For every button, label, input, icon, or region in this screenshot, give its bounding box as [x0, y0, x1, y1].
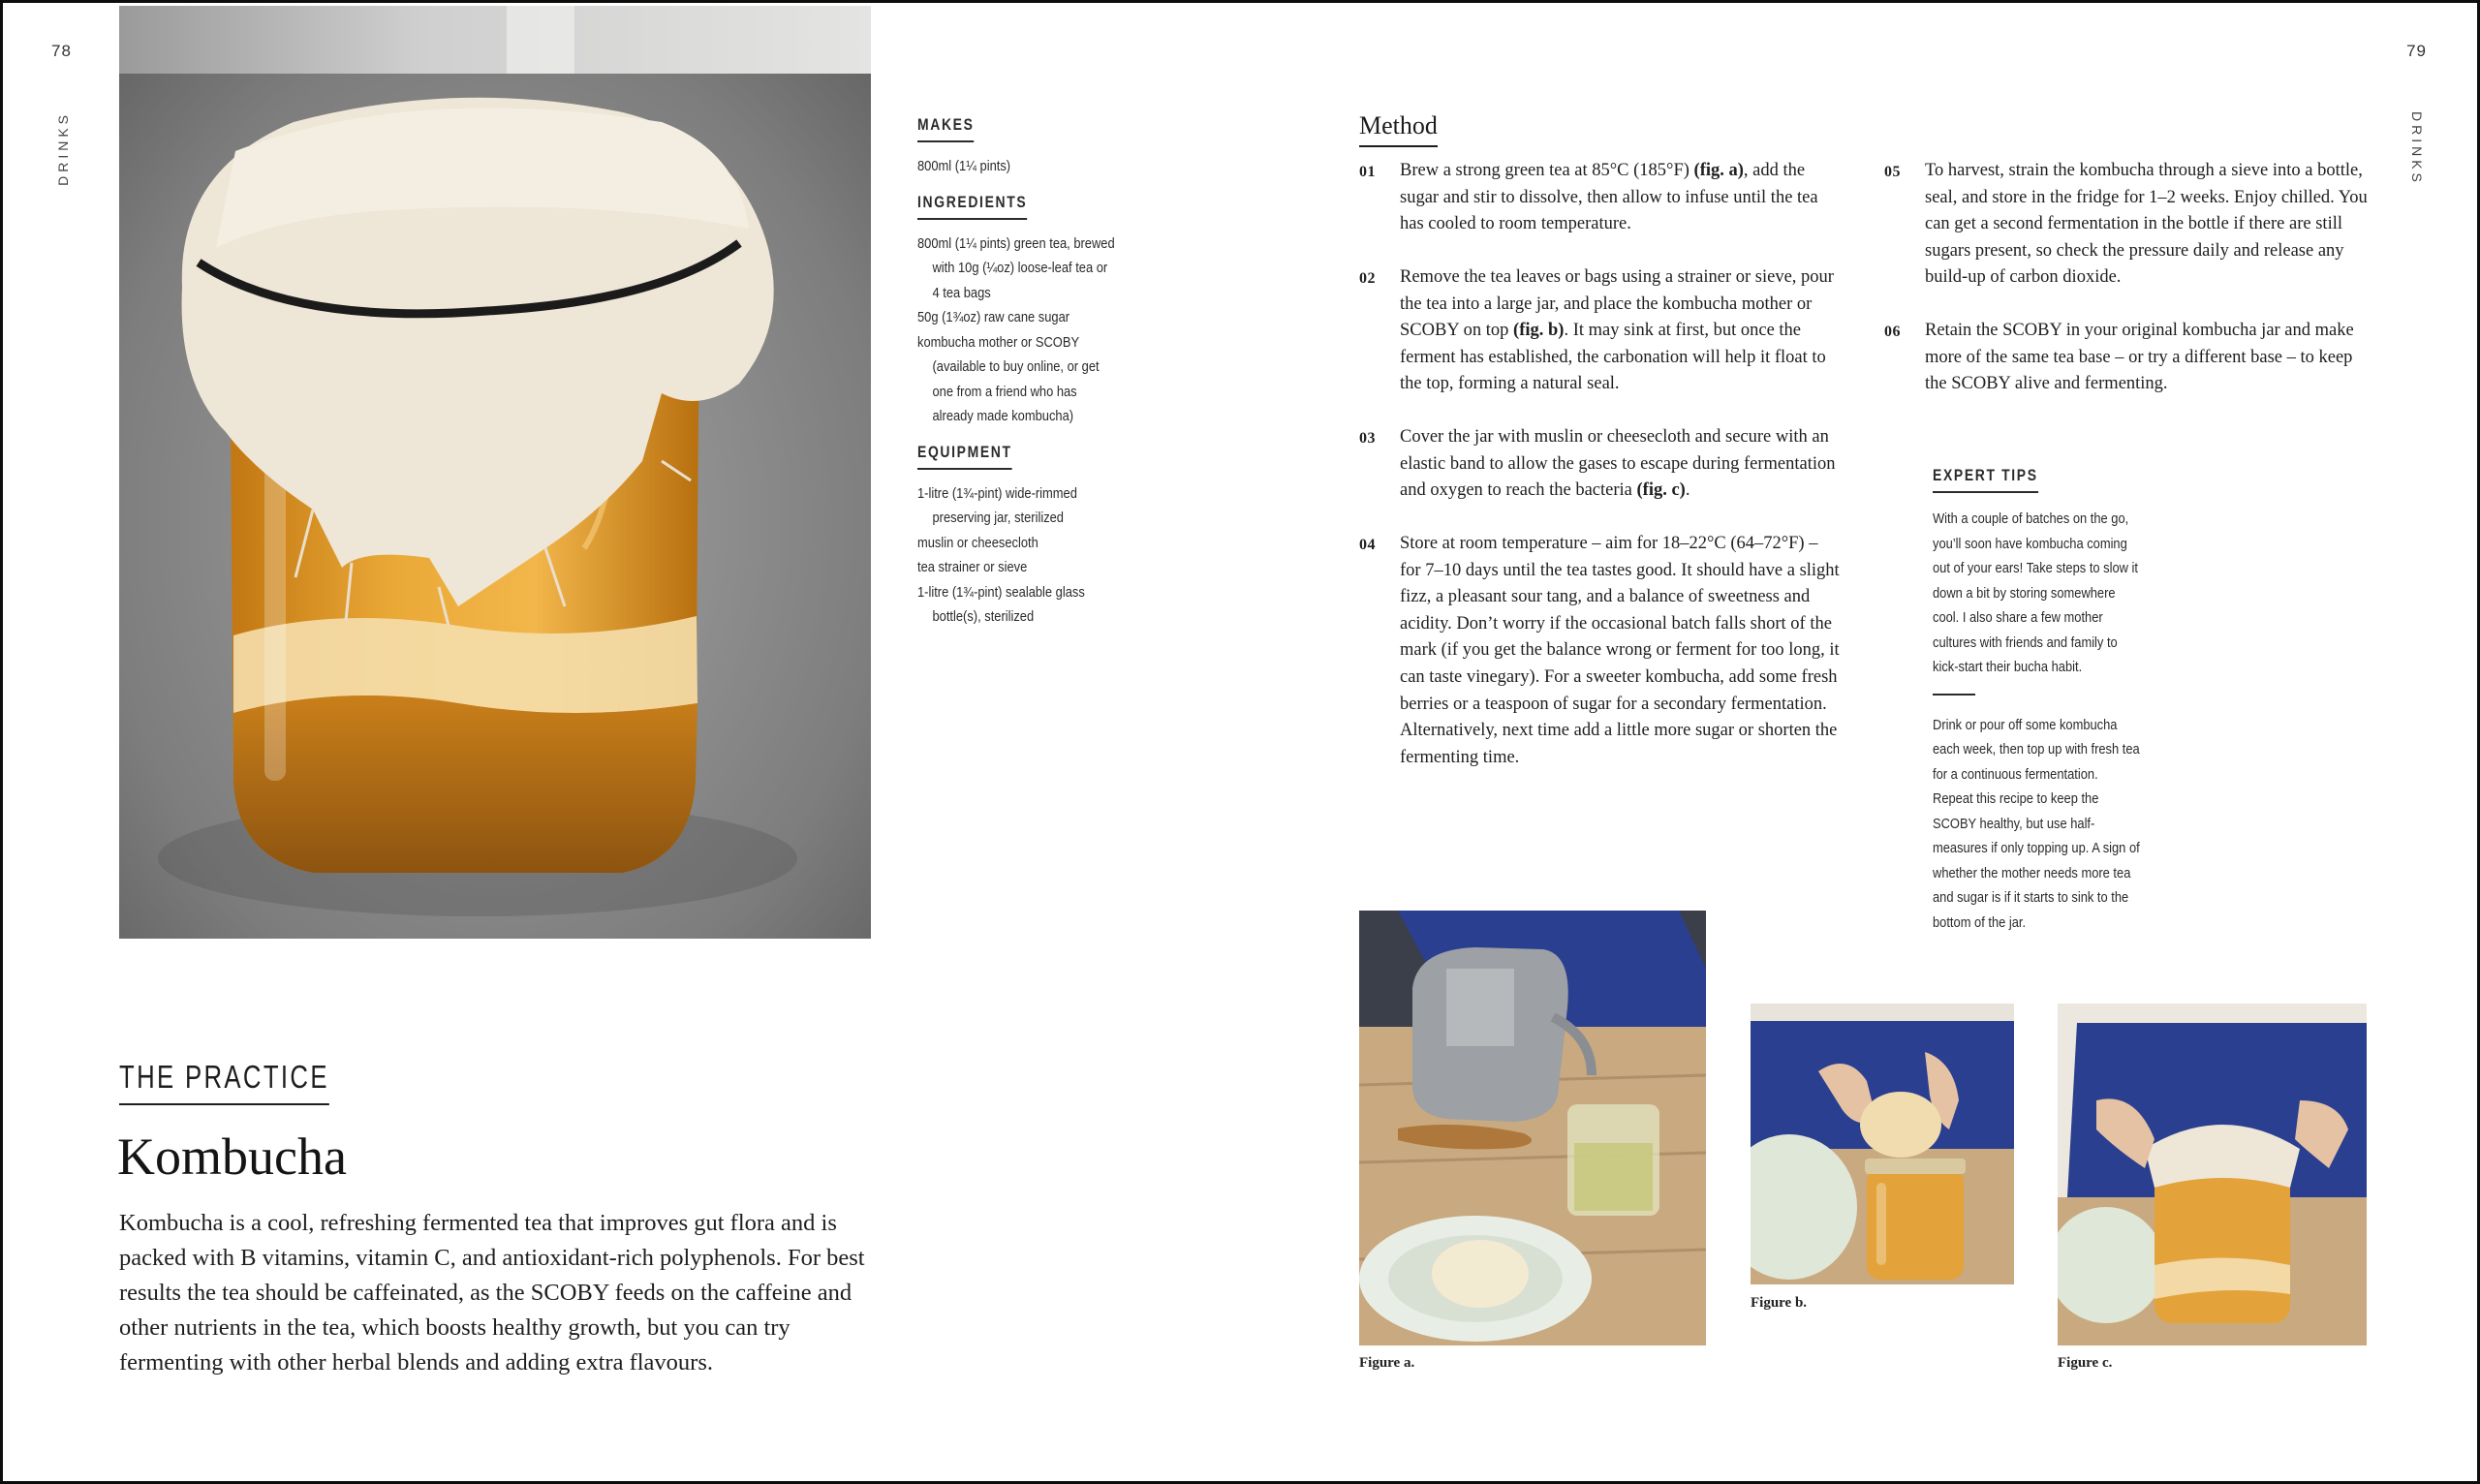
running-head-left: DRINKS — [55, 111, 71, 186]
fig-reference: (fig. c) — [1636, 480, 1686, 501]
equipment-heading: EQUIPMENT — [917, 443, 1012, 470]
fig-reference: (fig. a) — [1693, 161, 1744, 180]
recipe-info-column — [917, 115, 1150, 643]
figure-c-photo — [2058, 1004, 2367, 1345]
figure-c-caption: Figure c. — [2058, 1355, 2113, 1371]
equipment-item: 1-litre (1¾-pint) wide-rimmed preserving jar, sterilized — [917, 484, 1077, 526]
page-title: Kombucha — [117, 1128, 347, 1186]
running-head-right: DRINKS — [2409, 111, 2425, 186]
figure-a-photo — [1359, 911, 1706, 1345]
step-number: 05 — [1884, 164, 1901, 180]
ingredient-item: 800ml (1¼ pints) green tea, brewed with 10g (¼oz) loose-leaf tea or 4 tea bags — [917, 234, 1115, 301]
tips-divider — [1933, 694, 1975, 696]
step-number: 06 — [1884, 324, 1901, 340]
figure-a-caption: Figure a. — [1359, 1355, 1415, 1371]
method-step-01 — [1359, 158, 1840, 238]
step-number: 04 — [1359, 537, 1376, 553]
step-text: Remove the tea leaves or bags using a strainer or sieve, pour the tea into a large jar, and place the kombucha mother or SCOBY on top (fig. b). It may sink at first, but once the ferment has established, the carbonation will help it float to the top, forming a natural seal. — [1400, 267, 1834, 394]
step-text: Store at room temperature – aim for 18–22°C (64–72°F) – for 7–10 days until the tea tastes good. It should have a slight fizz, a pleasant sour tang, and a balance of sweetness and acidity. Don’t worry if the occasional batch falls short of the mark (if you get the balance wrong or ferment for too long, it can taste vinegary). For a sweeter kombucha, add some fresh berries or a teaspoon of sugar for a secondary fermentation. Alternatively, next time add a little more sugar or shorten the fermenting time. — [1400, 534, 1840, 767]
equipment-list — [917, 481, 1117, 630]
equipment-item: tea strainer or sieve — [917, 559, 1028, 575]
equipment-block — [917, 443, 1150, 630]
makes-value: 800ml (1¼ pints) — [917, 158, 1011, 174]
step-number: 03 — [1359, 430, 1376, 447]
expert-tip-1: With a couple of batches on the go, you’ll soon have kombucha coming out of your ears! Take steps to slow it down a bit by storing somewhere cool. I also share a few mother cultures with friends and family to kick-start their bucha habit. — [1933, 510, 2139, 675]
fig-reference: (fig. b) — [1513, 321, 1565, 341]
page-number-left: 78 — [51, 42, 72, 60]
step-text: To harvest, strain the kombucha through a sieve into a bottle, seal, and store in the fridge for 1–2 weeks. Enjoy chilled. You can get a second fermentation in the bottle if there are still sugars present, so check the pressure daily and release any build-up of carbon dioxide. — [1925, 161, 2368, 288]
expert-tip-2: Drink or pour off some kombucha each week, then top up with fresh tea for a continuous fermentation. Repeat this recipe to keep the SCOBY healthy, but use half-measures if only topping up. A sign of whether the mother needs more tea and sugar is if it starts to sink to the bottom of the jar. — [1933, 716, 2140, 931]
figure-b-photo — [1751, 1004, 2014, 1284]
makes-heading: MAKES — [917, 115, 975, 142]
method-step-02 — [1359, 264, 1840, 398]
practice-label: THE PRACTICE — [119, 1059, 329, 1105]
ingredients-heading: INGREDIENTS — [917, 193, 1027, 220]
step-text: Cover the jar with muslin or cheesecloth and secure with an elastic band to allow the gases to escape during fermentation and oxygen to reach the bacteria (fig. c). — [1400, 427, 1836, 501]
expert-tips-heading: EXPERT TIPS — [1933, 466, 2038, 493]
ingredient-item: 50g (1¾oz) raw cane sugar — [917, 309, 1070, 325]
page-number-right: 79 — [2406, 42, 2427, 60]
method-step-05 — [1884, 158, 2374, 292]
ingredients-block — [917, 193, 1150, 429]
ingredient-item: kombucha mother or SCOBY (available to buy online, or get one from a friend who has already made kombucha) — [917, 333, 1100, 424]
method-step-06 — [1884, 318, 2374, 398]
kombucha-jar-photo — [119, 6, 871, 939]
method-step-03 — [1359, 424, 1840, 505]
method-step-04 — [1359, 531, 1840, 771]
intro-paragraph: Kombucha is a cool, refreshing fermented tea that improves gut flora and is packed with B vitamins, vitamin C, and antioxidant-rich polyphenols. For best results the tea should be caffeinated, as the SCOBY feeds on the caffeine and other nutrients in the tea, which boosts healthy growth, but you can try fermenting with other herbal blends and adding extra flavours. — [119, 1210, 865, 1376]
method-heading: Method — [1359, 111, 1438, 147]
ingredients-list — [917, 232, 1117, 429]
step-text: Brew a strong green tea at 85°C (185°F) (fig. a), add the sugar and stir to dissolve, then allow to infuse until the tea has cooled to room temperature. — [1400, 161, 1818, 234]
equipment-item: 1-litre (1¾-pint) sealable glass bottle(s), sterilized — [917, 583, 1085, 625]
step-number: 01 — [1359, 164, 1376, 180]
step-number: 02 — [1359, 270, 1376, 287]
step-text: Retain the SCOBY in your original kombucha jar and make more of the same tea base – or try a different base – to keep the SCOBY alive and fermenting. — [1925, 321, 2354, 394]
makes-block — [917, 115, 1150, 179]
expert-tips-box — [1933, 466, 2175, 935]
equipment-item: muslin or cheesecloth — [917, 534, 1038, 551]
figure-b-caption: Figure b. — [1751, 1295, 1808, 1311]
